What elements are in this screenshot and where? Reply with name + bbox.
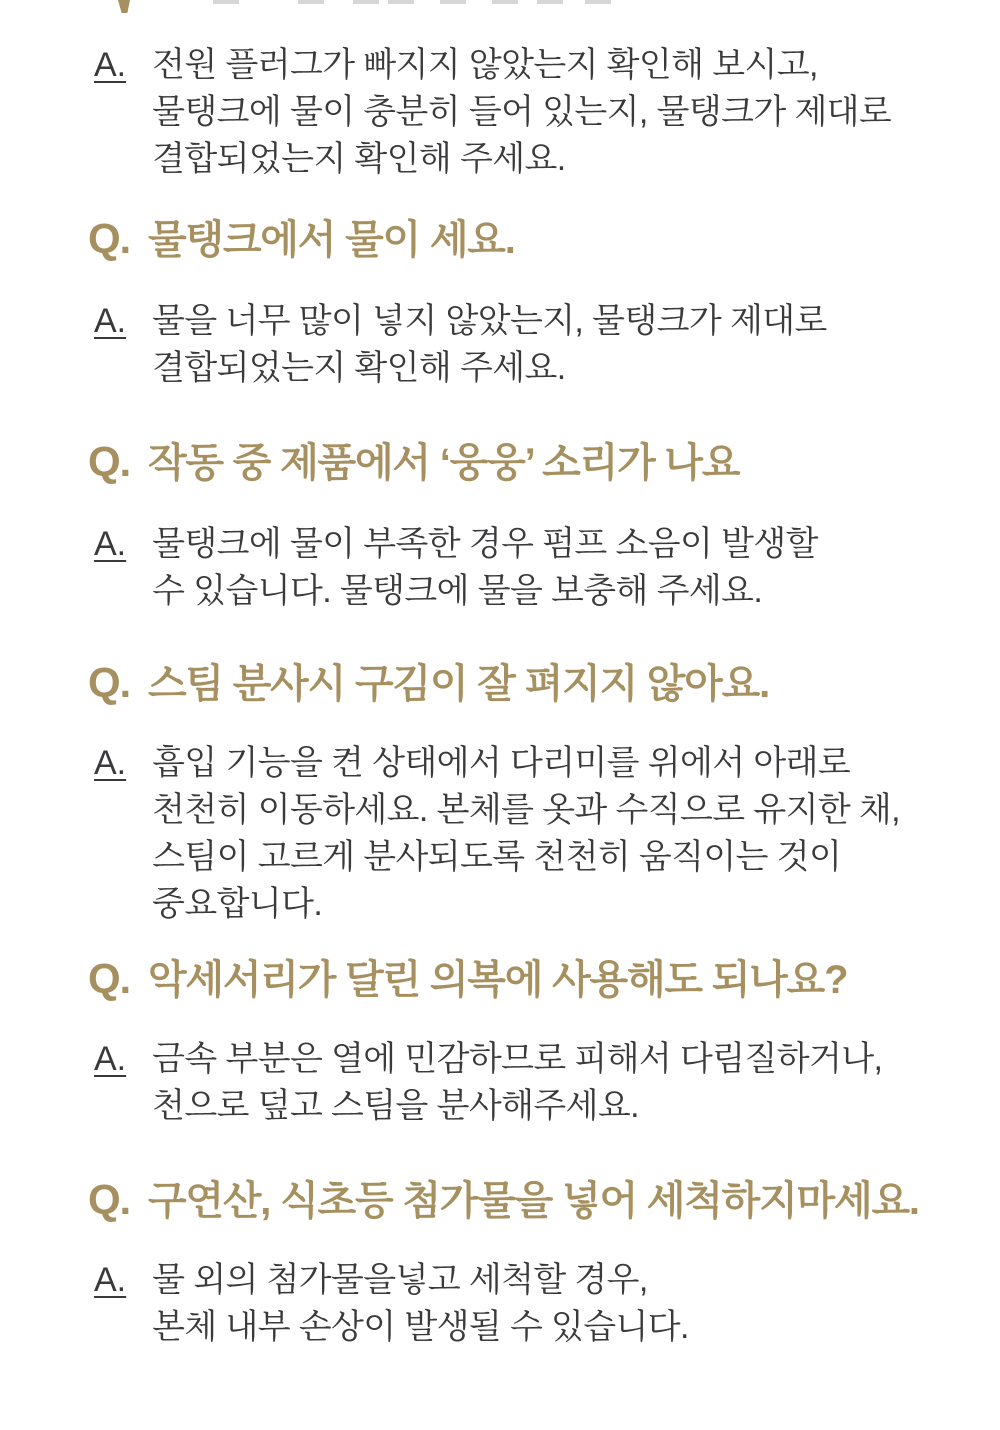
- question-text: 작동 중 제품에서 ‘웅웅’ 소리가 나요: [147, 441, 740, 485]
- glyph-fragment: [118, 0, 130, 13]
- answer-text: [152, 42, 891, 183]
- answer-line: 결합되었는지 확인해 주세요.: [152, 349, 566, 387]
- answer-line: 물탱크에 물이 충분히 들어 있는지, 물탱크가 제대로: [152, 93, 892, 131]
- answer-row: [94, 740, 960, 928]
- answer-row: [94, 521, 960, 615]
- answer-text: [152, 298, 827, 392]
- answer-text: [152, 740, 900, 928]
- faq-section: [0, 1176, 1000, 1351]
- glyph-fragment: [298, 0, 324, 4]
- answer-text: [152, 521, 818, 615]
- answer-line: 본체 내부 손상이 발생될 수 있습니다.: [152, 1308, 689, 1346]
- question-row: [88, 955, 960, 1004]
- faq-section: [0, 215, 1000, 392]
- answer-line: 스팀이 고르게 분사되도록 천천히 움직이는 것이: [152, 838, 842, 876]
- answer-line: 천으로 덮고 스팀을 분사해주세요.: [152, 1087, 639, 1125]
- answer-text: [152, 1036, 882, 1130]
- glyph-fragment: [537, 0, 563, 4]
- glyph-fragment: [213, 0, 239, 4]
- answer-line: 수 있습니다. 물탱크에 물을 보충해 주세요.: [152, 572, 763, 610]
- answer-row: [94, 42, 960, 183]
- question-text: 물탱크에서 물이 세요.: [147, 218, 515, 262]
- answer-line: 금속 부분은 열에 민감하므로 피해서 다림질하거나,: [152, 1040, 883, 1078]
- answer-row: [94, 298, 960, 392]
- cutoff-question-remnant: [0, 0, 1000, 14]
- glyph-fragment: [440, 0, 466, 4]
- answer-row: [94, 1257, 960, 1351]
- answer-line: 중요합니다.: [152, 885, 323, 923]
- question-badge: Q.: [88, 955, 130, 1002]
- answer-line: 물탱크에 물이 부족한 경우 펌프 소음이 발생할: [152, 525, 818, 563]
- answer-text: [152, 1257, 689, 1351]
- question-row: [88, 438, 960, 487]
- question-text: 스팀 분사시 구김이 잘 펴지지 않아요.: [147, 662, 770, 706]
- glyph-fragment: [353, 0, 379, 4]
- faq-section: [0, 659, 1000, 928]
- glyph-fragment: [585, 0, 611, 4]
- answer-badge: A.: [94, 1261, 127, 1299]
- answer-badge: A.: [94, 525, 127, 563]
- answer-line: 물 외의 첨가물을넣고 세척할 경우,: [152, 1261, 648, 1299]
- answer-line: 물을 너무 많이 넣지 않았는지, 물탱크가 제대로: [152, 302, 827, 340]
- answer-badge: A.: [94, 1040, 127, 1078]
- faq-section: [0, 955, 1000, 1130]
- question-row: [88, 1176, 960, 1225]
- question-badge: Q.: [88, 1176, 130, 1223]
- answer-line: 결합되었는지 확인해 주세요.: [152, 140, 566, 178]
- question-text: 악세서리가 달린 의복에 사용해도 되나요?: [147, 958, 848, 1002]
- answer-line: 천천히 이동하세요. 본체를 옷과 수직으로 유지한 채,: [152, 791, 901, 829]
- question-badge: Q.: [88, 438, 130, 485]
- answer-line: 전원 플러그가 빠지지 않았는지 확인해 보시고,: [152, 46, 818, 84]
- glyph-fragment: [388, 0, 414, 4]
- question-badge: Q.: [88, 215, 130, 262]
- question-row: [88, 659, 960, 708]
- question-badge: Q.: [88, 659, 130, 706]
- answer-row: [94, 1036, 960, 1130]
- question-row: [88, 215, 960, 264]
- answer-badge: A.: [94, 744, 127, 782]
- faq-section: [0, 438, 1000, 615]
- question-text: 구연산, 식초등 첨가물을 넣어 세척하지마세요.: [147, 1179, 919, 1223]
- glyph-fragment: [492, 0, 518, 4]
- answer-line: 흡입 기능을 켠 상태에서 다리미를 위에서 아래로: [152, 744, 851, 782]
- answer-badge: A.: [94, 46, 127, 84]
- answer-badge: A.: [94, 302, 127, 340]
